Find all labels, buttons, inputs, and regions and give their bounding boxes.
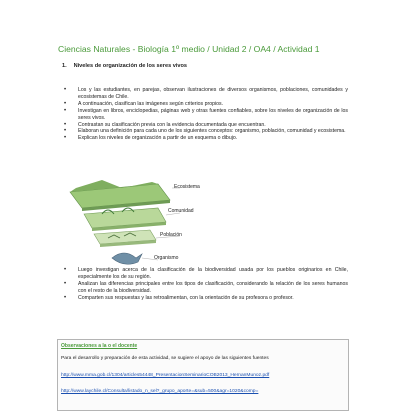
- level-label-ecosystem: Ecosistema: [174, 184, 200, 190]
- activity-steps-list: [58, 87, 348, 142]
- notes-title: Observaciones a la o el docente: [61, 343, 138, 349]
- levels-illustration: [62, 178, 222, 270]
- section-title: Niveles de organización de los seres vivos: [73, 63, 188, 69]
- followup-steps-list: [58, 267, 348, 302]
- list-item: • A continuación, clasifican las imágenes según criterios propios.: [58, 101, 348, 108]
- section-heading: [62, 63, 187, 69]
- resource-link[interactable]: http://www.mma.gob.cl/1304/articles54448_PresentacionSeminarioCOB2013_HernanMunoz.pdf: [61, 373, 270, 378]
- list-item: • Explican los niveles de organización a partir de un esquema o dibujo.: [58, 135, 348, 142]
- list-item: • Analizan las diferencias principales entre los tipos de clasificación, considerando la relación de los seres humanos con el resto de la biodiversidad.: [58, 281, 348, 295]
- page-title: Ciencias Naturales - Biología 1º medio / Unidad 2 / OA4 / Actividad 1: [58, 44, 320, 54]
- resource-link[interactable]: http://www.laychile.cl/Consulta/listado_n_sel?_grupo_aporte=&sub=500&agr=1020&comp=: [61, 389, 259, 394]
- list-item: • Los y las estudiantes, en parejas, observan ilustraciones de diversos organismos, poblaciones, comunidades y ecosistemas de Chile.: [58, 87, 348, 101]
- teacher-notes-box: [57, 339, 349, 411]
- notes-text: Para el desarrollo y preparación de esta actividad, se sugiere el apoyo de las siguientes fuentes: [61, 356, 269, 361]
- list-item: • Investigan en libros, enciclopedias, páginas web y otras fuentes confiables, sobre los niveles de organización de los seres vivos.: [58, 108, 348, 122]
- list-item: • Comparten sus respuestas y las retroalimentan, con la orientación de su profesora o profesor.: [58, 295, 348, 302]
- level-label-organism: Organismo: [154, 255, 179, 261]
- level-label-community: Comunidad: [168, 208, 194, 214]
- list-item: • Contrastan su clasificación previa con la evidencia documentada que encuentran.: [58, 122, 348, 129]
- list-item: • Luego investigan acerca de la clasificación de la biodiversidad usada por los pueblos originarios en Chile, especialmente los de su región.: [58, 267, 348, 281]
- section-number: 1.: [62, 63, 67, 69]
- list-item: • Elaboran una definición para cada uno de los siguientes conceptos: organismo, población, comunidad y ecosistema.: [58, 128, 348, 135]
- organism-bird: [112, 253, 142, 264]
- level-label-population: Población: [160, 232, 182, 238]
- organization-levels-diagram: [62, 178, 222, 270]
